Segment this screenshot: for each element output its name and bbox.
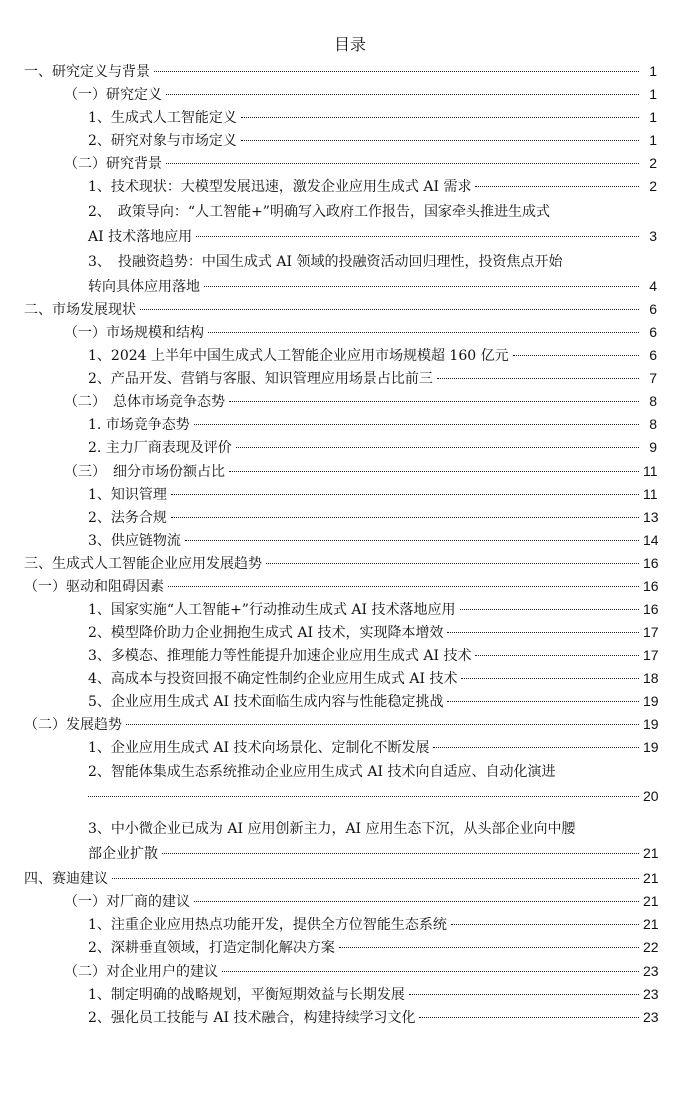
leader-dots: [171, 494, 639, 495]
toc-entry-level3[interactable]: [88, 983, 657, 1007]
toc-entry-level3[interactable]: [88, 1006, 657, 1030]
toc-entry-level2[interactable]: [64, 390, 657, 414]
toc-entry-level1[interactable]: [24, 60, 657, 84]
leader-dots: [241, 117, 639, 118]
toc-page-number: 1: [649, 86, 657, 102]
toc-entry-level3[interactable]: [88, 250, 657, 299]
toc-entry-text: 二、市场发展现状: [24, 302, 136, 318]
toc-entry-text: 2、研究对象与市场定义: [88, 133, 237, 149]
toc-page-number: 23: [643, 963, 659, 979]
toc-entry-level3[interactable]: [88, 760, 657, 808]
leader-dots: [229, 471, 639, 472]
toc-entry-text: 1、技术现状：大模型发展迅速，激发企业应用生成式 AI 需求: [88, 179, 472, 195]
leader-dots: [236, 447, 639, 448]
toc-entry-level3[interactable]: [88, 667, 657, 691]
toc-entry-text: （三） 细分市场份额占比: [64, 464, 225, 480]
toc-page-number: 9: [649, 439, 657, 455]
toc-entry-level2[interactable]: [24, 575, 657, 599]
toc-entry-text: 3、多模态、推理能力等性能提升加速企业应用生成式 AI 技术: [88, 648, 472, 664]
toc-entry-text: （二）对企业用户的建议: [64, 964, 218, 980]
leader-dots: [451, 924, 639, 925]
leader-dots: [196, 236, 639, 237]
leader-dots: [194, 424, 639, 425]
toc-entry-text: 1、国家实施“人工智能+”行动推动生成式 AI 技术落地应用: [88, 602, 456, 618]
toc-page-number: 18: [643, 670, 659, 686]
toc-entry-level3[interactable]: [88, 913, 657, 937]
toc-page-number: 2: [649, 155, 657, 171]
toc-entry-text: 2、产品开发、营销与客服、知识管理应用场景占比前三: [88, 371, 433, 387]
toc-entry-text: 四、赛迪建议: [24, 871, 108, 887]
leader-dots: [222, 971, 639, 972]
toc-page-number: 8: [649, 416, 657, 432]
toc-page-number: 22: [643, 939, 659, 955]
toc-entry-level3[interactable]: [88, 598, 657, 622]
toc-page-number: 14: [643, 532, 659, 548]
leader-dots: [166, 94, 639, 95]
toc-page-number: 6: [649, 324, 657, 340]
toc-entry-level3[interactable]: [88, 736, 657, 760]
toc-entry-level2[interactable]: [64, 152, 657, 176]
toc-entry-text: 3、中小微企业已成为 AI 应用创新主力，AI 应用生态下沉，从头部企业向中腰: [88, 821, 576, 837]
leader-dots: [88, 796, 639, 797]
toc-page-number: 4: [649, 278, 657, 294]
toc-entry-level3[interactable]: [88, 529, 657, 553]
toc-entry-text-continued: 转向具体应用落地: [88, 279, 200, 295]
toc-entry-text: 1、知识管理: [88, 487, 167, 503]
toc-entry-text: （一）驱动和阻碍因素: [24, 579, 164, 595]
toc-entry-text: 1. 市场竞争态势: [88, 417, 190, 433]
toc-entry-text: 2、法务合规: [88, 510, 167, 526]
toc-page-number: 21: [643, 893, 659, 909]
leader-dots: [339, 947, 639, 948]
leader-dots: [112, 878, 639, 879]
toc-entry-level3[interactable]: [88, 106, 657, 130]
toc-page-number: 20: [643, 788, 659, 804]
toc-entry-level3[interactable]: [88, 483, 657, 507]
toc-entry-text-continued: AI 技术落地应用: [88, 229, 193, 245]
toc-page-number: 8: [649, 393, 657, 409]
toc-page-number: 11: [643, 486, 658, 502]
toc-page-number: 17: [643, 624, 659, 640]
toc-entry-text: 5、企业应用生成式 AI 技术面临生成内容与性能稳定挑战: [88, 694, 444, 710]
toc-entry-level3[interactable]: [88, 367, 657, 391]
leader-dots: [266, 563, 639, 564]
toc-entry-level2[interactable]: [64, 321, 657, 345]
leader-dots: [433, 747, 639, 748]
leader-dots: [447, 632, 639, 633]
toc-page-number: 2: [649, 178, 657, 194]
toc-entry-level2[interactable]: [64, 960, 657, 984]
leader-dots: [419, 1017, 639, 1018]
toc-entry-text: （二） 总体市场竞争态势: [64, 394, 225, 410]
leader-dots: [166, 163, 639, 164]
leader-dots: [513, 355, 639, 356]
toc-entry-level3[interactable]: [88, 436, 657, 460]
leader-dots: [229, 401, 639, 402]
toc-entry-level1[interactable]: [24, 298, 657, 322]
toc-entry-text: 1、企业应用生成式 AI 技术向场景化、定制化不断发展: [88, 740, 430, 756]
toc-entry-text: 1、生成式人工智能定义: [88, 110, 237, 126]
toc-entry-text: 1、注重企业应用热点功能开发，提供全方位智能生态系统: [88, 917, 447, 933]
leader-dots: [194, 901, 639, 902]
toc-page-number: 23: [643, 986, 659, 1002]
toc-entry-text: （一）研究定义: [64, 87, 162, 103]
toc-entry-level3[interactable]: [88, 936, 657, 960]
toc-entry-text: 2、模型降价助力企业拥抱生成式 AI 技术，实现降本增效: [88, 625, 444, 641]
toc-page-number: 6: [649, 301, 657, 317]
toc-entry-level3[interactable]: [88, 817, 657, 866]
toc-page-number: 3: [649, 228, 657, 244]
toc-entry-level2[interactable]: [64, 460, 657, 484]
toc-page-number: 16: [643, 555, 659, 571]
toc-entry-level3[interactable]: [88, 344, 657, 368]
leader-dots: [154, 71, 639, 72]
toc-page-number: 13: [643, 509, 659, 525]
toc-entry-level3[interactable]: [88, 621, 657, 645]
toc-entry-text: 3、供应链物流: [88, 533, 181, 549]
leader-dots: [475, 655, 639, 656]
toc-page-number: 16: [643, 601, 659, 617]
toc-entry-level3[interactable]: [88, 175, 657, 199]
leader-dots: [461, 678, 639, 679]
toc-entry-text: 一、研究定义与背景: [24, 64, 150, 80]
toc-entry-text: （一）市场规模和结构: [64, 325, 204, 341]
toc-entry-text: 三、生成式人工智能企业应用发展趋势: [24, 556, 262, 572]
toc-entry-level3[interactable]: [88, 200, 657, 249]
leader-dots: [241, 140, 639, 141]
toc-entry-level3[interactable]: [88, 129, 657, 153]
toc-page-number: 17: [643, 647, 659, 663]
toc-entry-level1[interactable]: [24, 867, 657, 891]
toc-page-number: 6: [649, 347, 657, 363]
toc-entry-text: 2. 主力厂商表现及评价: [88, 440, 232, 456]
toc-entry-level3[interactable]: [88, 690, 657, 714]
leader-dots: [168, 586, 639, 587]
toc-page-number: 21: [643, 916, 659, 932]
toc-entry-text: 1、2024 上半年中国生成式人工智能企业应用市场规模超 160 亿元: [88, 348, 509, 364]
toc-page-number: 19: [643, 693, 659, 709]
toc-entry-text: 2、强化员工技能与 AI 技术融合，构建持续学习文化: [88, 1010, 416, 1026]
toc-page-number: 1: [649, 132, 657, 148]
toc-title: 目录: [333, 35, 366, 54]
toc-entry-text: （一）对厂商的建议: [64, 894, 190, 910]
toc-entry-level2[interactable]: [64, 83, 657, 107]
toc-entry-level2[interactable]: [64, 890, 657, 914]
toc-page-number: 11: [643, 463, 658, 479]
toc-entry-text: 2、智能体集成生态系统推动企业应用生成式 AI 技术向自适应、自动化演进: [88, 764, 556, 780]
toc-page-number: 1: [649, 63, 657, 79]
leader-dots: [204, 286, 639, 287]
toc-entry-text: 2、深耕垂直领域，打造定制化解决方案: [88, 940, 335, 956]
toc-page-number: 23: [643, 1009, 659, 1025]
leader-dots: [140, 309, 639, 310]
toc-entry-text: （二）发展趋势: [24, 717, 122, 733]
leader-dots: [409, 994, 639, 995]
toc-entry-text: 1、制定明确的战略规划，平衡短期效益与长期发展: [88, 987, 405, 1003]
leader-dots: [475, 186, 639, 187]
toc-page-number: 21: [643, 870, 659, 886]
toc-entry-level2[interactable]: [24, 713, 657, 737]
toc-page-number: 16: [643, 578, 659, 594]
leader-dots: [162, 853, 639, 854]
toc-entry-text: 4、高成本与投资回报不确定性制约企业应用生成式 AI 技术: [88, 671, 458, 687]
toc-entry-level3[interactable]: [88, 413, 657, 437]
toc-entry-text: 3、 投融资趋势：中国生成式 AI 领域的投融资活动回归理性，投资焦点开始: [88, 254, 563, 270]
leader-dots: [171, 517, 639, 518]
leader-dots: [460, 609, 640, 610]
toc-page-number: 21: [643, 845, 659, 861]
leader-dots: [437, 378, 639, 379]
leader-dots: [208, 332, 639, 333]
toc-entry-level3[interactable]: [88, 644, 657, 668]
toc-page-number: 7: [649, 370, 657, 386]
toc-entry-text: （二）研究背景: [64, 156, 162, 172]
leader-dots: [447, 701, 639, 702]
toc-entry-level3[interactable]: [88, 506, 657, 530]
toc-page-number: 1: [649, 109, 657, 125]
toc-page-number: 19: [643, 739, 659, 755]
leader-dots: [126, 724, 639, 725]
leader-dots: [185, 540, 639, 541]
toc-entry-level1[interactable]: [24, 552, 657, 576]
toc-page-number: 19: [643, 716, 659, 732]
toc-entry-text-continued: 部企业扩散: [88, 846, 158, 862]
toc-entry-text: 2、 政策导向：“人工智能+”明确写入政府工作报告，国家牵头推进生成式: [88, 204, 550, 220]
